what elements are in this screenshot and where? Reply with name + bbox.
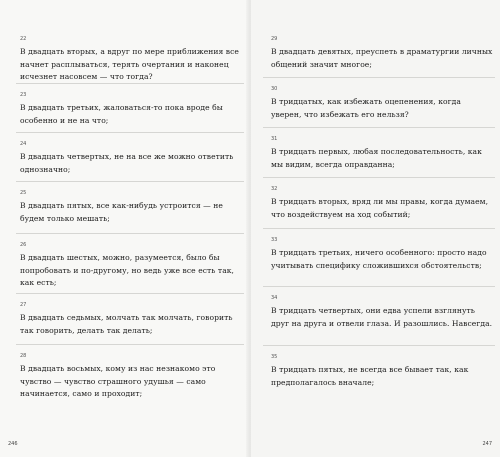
- separator: [16, 83, 244, 84]
- entry-24: [20, 141, 242, 176]
- separator: [263, 286, 495, 287]
- page-number: 246: [8, 441, 18, 447]
- entry-text: В тридцать третьих, ничего особенного: просто надо учитывать специфику сложившихся обстоятельств;: [271, 248, 487, 270]
- separator: [263, 228, 495, 229]
- entry-text: В двадцать шестых, можно, разумеется, было бы попробовать и по-другому, но ведь уже все есть так, как есть;: [20, 253, 235, 287]
- right-page: [251, 0, 500, 457]
- entry-23: [20, 92, 242, 127]
- separator: [16, 293, 244, 294]
- entry-number: 28: [20, 353, 27, 359]
- entry-number: 29: [271, 36, 278, 42]
- separator: [16, 233, 244, 234]
- entry-text: В двадцать седьмых, молчать так молчать, говорить так говорить, делать так делать;: [20, 313, 233, 335]
- entry-number: 23: [20, 92, 27, 98]
- entry-29: [271, 36, 493, 71]
- separator: [263, 177, 495, 178]
- entry-number: 34: [271, 295, 278, 301]
- entry-text: В двадцать третьих, жаловаться-то пока вроде бы особенно и не на что;: [20, 103, 223, 125]
- entry-text: В тридцать пятых, не всегда все бывает так, как предполагалось вначале;: [271, 365, 469, 387]
- separator: [16, 344, 244, 345]
- entry-number: 22: [20, 36, 27, 42]
- entry-number: 26: [20, 242, 27, 248]
- entry-25: [20, 190, 242, 225]
- entry-text: В двадцать девятых, преуспеть в драматургии личных общений значит многое;: [271, 47, 493, 69]
- entry-30: [271, 86, 493, 121]
- entry-number: 27: [20, 302, 27, 308]
- left-page: [0, 0, 249, 457]
- entry-34: [271, 295, 493, 330]
- entry-number: 35: [271, 354, 278, 360]
- page-number: 247: [482, 441, 492, 447]
- entry-27: [20, 302, 242, 337]
- separator: [263, 77, 495, 78]
- entry-number: 25: [20, 190, 27, 196]
- entry-26: [20, 242, 242, 290]
- separator: [263, 345, 495, 346]
- separator: [263, 127, 495, 128]
- entry-32: [271, 186, 493, 221]
- separator: [16, 181, 244, 182]
- entry-22: [20, 36, 242, 84]
- entry-number: 30: [271, 86, 278, 92]
- entry-number: 31: [271, 136, 278, 142]
- entry-text: В тридцатых, как избежать оцепенения, когда уверен, что избежать его нельзя?: [271, 97, 461, 119]
- entry-33: [271, 237, 493, 272]
- entry-number: 32: [271, 186, 278, 192]
- entry-text: В двадцать вторых, а вдруг по мере приближения все начнет расплываться, терять очертания и наконец исчезнет насовсем — что тогда?: [20, 47, 239, 81]
- entry-text: В двадцать восьмых, кому из нас незнакомо это чувство — чувство страшного удушья — само начинается, само и проходит;: [20, 364, 216, 398]
- entry-number: 24: [20, 141, 27, 147]
- entry-31: [271, 136, 493, 171]
- separator: [16, 132, 244, 133]
- entry-28: [20, 353, 242, 401]
- entry-text: В тридцать вторых, вряд ли мы правы, когда думаем, что воздействуем на ход событий;: [271, 197, 489, 219]
- entry-number: 33: [271, 237, 278, 243]
- entry-text: В тридцать первых, любая последовательность, как мы видим, всегда оправданна;: [271, 147, 482, 169]
- entry-text: В тридцать четвертых, они едва успели взглянуть друг на друга и отвели глаза. И разошлись. Навсегда.: [271, 306, 493, 328]
- entry-text: В двадцать четвертых, не на все же можно ответить однозначно;: [20, 152, 234, 174]
- entry-35: [271, 354, 493, 389]
- entry-text: В двадцать пятых, все как-нибудь устроится — не будем только мешать;: [20, 201, 223, 223]
